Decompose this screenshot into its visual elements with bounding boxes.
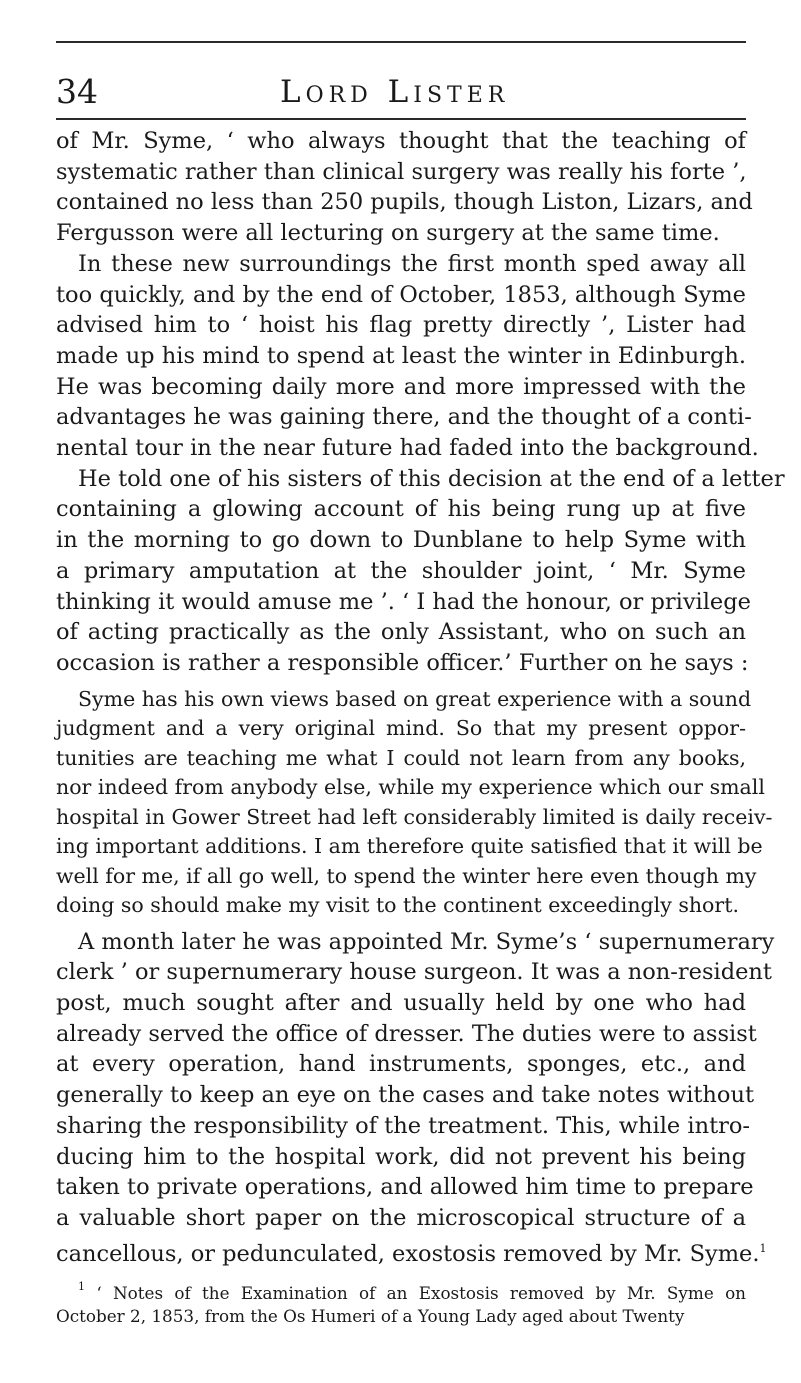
text-line: He was becoming daily more and more impressed with the xyxy=(56,373,746,400)
running-title: Lord Lister xyxy=(280,74,510,110)
footnote xyxy=(56,1275,746,1328)
text-line: cancellous, or pedunculated, exostosis removed by Mr. Syme. xyxy=(56,1240,760,1267)
text-line: a valuable short paper on the microscopical structure of a xyxy=(56,1204,746,1231)
text-line: taken to private operations, and allowed him time to prepare xyxy=(56,1174,754,1201)
quote-line: ing important additions. I am therefore quite satisfied that it will be xyxy=(56,834,763,859)
text-line: containing a glowing account of his being rung up at five xyxy=(56,496,746,523)
block-quote xyxy=(56,685,773,921)
footnote-text: ‘ Notes of the Examination of an Exostosis removed by Mr. Syme on xyxy=(96,1283,746,1304)
text-line: He told one of his sisters of this decision at the end of a letter xyxy=(78,465,785,492)
header-rule-top xyxy=(56,41,746,43)
text-line: advantages he was gaining there, and the thought of a conti- xyxy=(56,404,752,431)
paragraph-4 xyxy=(56,927,775,1270)
text-line-with-footnote xyxy=(56,1234,767,1270)
quote-line: judgment and a very original mind. So that my present oppor- xyxy=(56,716,746,741)
footnote-line xyxy=(56,1275,746,1305)
text-line: A month later he was appointed Mr. Syme’s ‘ supernumerary xyxy=(78,928,775,955)
text-line: systematic rather than clinical surgery was really his forte ’, xyxy=(56,158,747,185)
paragraph-3 xyxy=(56,464,785,679)
header-rule-bottom xyxy=(56,118,746,120)
text-line: ducing him to the hospital work, did not prevent his being xyxy=(56,1143,746,1170)
text-line: of Mr. Syme, ‘ who always thought that the teaching of xyxy=(56,128,746,154)
paragraph-1 xyxy=(56,126,753,249)
text-line: in the morning to go down to Dunblane to help Syme with xyxy=(56,527,746,554)
text-line: occasion is rather a responsible officer.’ Further on he says : xyxy=(56,649,749,676)
text-line: too quickly, and by the end of October, 1853, although Syme xyxy=(56,281,746,308)
quote-line: Syme has his own views based on great experience with a sound xyxy=(78,686,752,711)
text-line: thinking it would amuse me ’. ‘ I had the honour, or privilege xyxy=(56,588,751,615)
footnote-marker: 1 xyxy=(78,1280,85,1294)
quote-line: well for me, if all go well, to spend the winter here even though my xyxy=(56,863,757,888)
quote-line: tunities are teaching me what I could not learn from any books, xyxy=(56,745,746,770)
text-line: contained no less than 250 pupils, though Liston, Lizars, and xyxy=(56,189,753,216)
text-line: made up his mind to spend at least the winter in Edinburgh. xyxy=(56,342,746,369)
quote-line: doing so should make my visit to the continent exceedingly short. xyxy=(56,893,739,918)
text-line: advised him to ‘ hoist his flag pretty directly ’, Lister had xyxy=(56,312,746,339)
text-line: already served the office of dresser. The duties were to assist xyxy=(56,1020,757,1047)
text-line: a primary amputation at the shoulder joint, ‘ Mr. Syme xyxy=(56,557,746,584)
text-line: In these new surroundings the first month sped away all xyxy=(78,250,746,277)
text-line: Fergusson were all lecturing on surgery at the same time. xyxy=(56,220,720,247)
text-line: clerk ’ or supernumerary house surgeon. It was a non-resident xyxy=(56,959,772,986)
text-line: nental tour in the near future had faded into the background. xyxy=(56,435,759,462)
paragraph-2 xyxy=(56,249,759,464)
text-line: post, much sought after and usually held by one who had xyxy=(56,990,746,1017)
footnote-reference[interactable]: 1 xyxy=(759,1241,767,1255)
text-line: at every operation, hand instruments, sponges, etc., and xyxy=(56,1051,746,1078)
text-line: sharing the responsibility of the treatment. This, while intro- xyxy=(56,1112,751,1139)
quote-line: hospital in Gower Street had left considerably limited is daily receiv- xyxy=(56,804,773,829)
page-body xyxy=(56,126,785,1328)
page-number: 34 xyxy=(56,72,98,111)
text-line: generally to keep an eye on the cases and take notes without xyxy=(56,1082,755,1109)
footnote-line: October 2, 1853, from the Os Humeri of a Young Lady aged about Twenty xyxy=(56,1306,685,1327)
text-line: of acting practically as the only Assistant, who on such an xyxy=(56,619,746,646)
quote-line: nor indeed from anybody else, while my experience which our small xyxy=(56,775,765,800)
